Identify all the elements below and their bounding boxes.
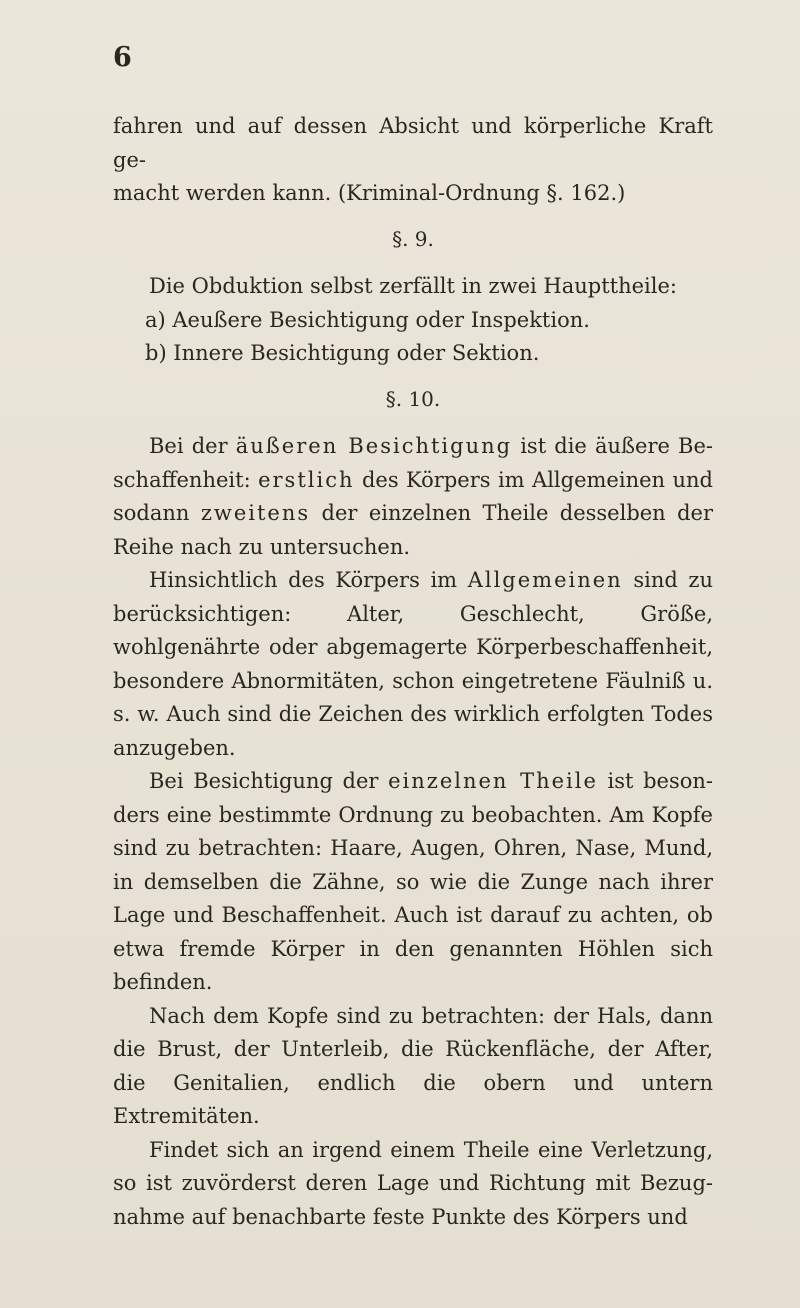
list-item-a: a) Aeußere Besichtigung oder Inspektion. [145, 307, 590, 332]
paragraph-verletzung: Findet sich an irgend einem Theile eine Verletzung, so ist zuvörderst deren Lage und Richtung mit Bezug-nahme auf benachbarte feste Punkte des Körpers und [113, 1137, 713, 1229]
emphasis-text: äußeren Besichtigung [235, 434, 513, 458]
emphasis-text: Allgemeinen [467, 568, 623, 592]
list-item-b: b) Innere Besichtigung oder Sektion. [145, 341, 540, 365]
page-number: 6 [113, 42, 132, 73]
emphasis-text: zweitens [200, 501, 311, 525]
emphasis-text: einzelnen Theile [388, 769, 598, 793]
paragraph-obduktion: Die Obduktion selbst zerfällt in zwei Haupttheile: [149, 274, 677, 298]
paragraph-aeussere-besichtigung [113, 430, 713, 564]
paragraph-continuation [113, 110, 713, 211]
line-1: fahren und auf dessen Absicht und körperliche Kraft ge- [113, 114, 713, 172]
text-run: Hinsichtlich des Körpers im [149, 568, 468, 592]
section-heading-10: §. 10. [385, 386, 441, 411]
paragraph-allgemeinen [113, 564, 713, 765]
text-run: des Körpers im Allgemeinen und sodann [113, 467, 713, 525]
text-run: ist die äußere Be-schaffenheit: [113, 434, 713, 492]
paragraph-nach-dem-kopfe: Nach dem Kopfe sind zu betrachten: der Hals, dann die Brust, der Unterleib, die Rückenfläche, der After, die Genitalien, endlich die obern und untern Extremitäten. [113, 1003, 713, 1128]
page-body [113, 110, 713, 1234]
emphasis-text: erstlich [258, 467, 355, 492]
text-run: ist beson-ders eine bestimmte Ordnung zu beobachten. Am Kopfe sind zu betrachten: Haare, Augen, Ohren, Nase, Mund, in demselben die Zähne, so wie die Zunge nach ihrer Lage und Beschaffenheit. Auch ist darauf zu achten, ob etwa fremde Körper in den genannten Höhlen sich befinden. [113, 769, 713, 994]
text-run: der einzelnen Theile desselben der Reihe nach zu untersuchen. [113, 501, 713, 559]
line-2: macht werden kann. (Kriminal-Ordnung §. 162.) [113, 181, 626, 205]
section-heading-9: §. 9. [392, 226, 434, 251]
paragraph-einzelne-theile [113, 765, 713, 1000]
text-run: sind zu berücksichtigen: Alter, Geschlecht, Größe, wohlgenährte oder abgemagerte Körperbeschaffenheit, besondere Abnormitäten, schon eingetretene Fäulniß u. s. w. Auch sind die Zeichen des wirklich erfolgten Todes anzugeben. [113, 568, 713, 760]
text-run: Bei Besichtigung der [149, 769, 389, 793]
text-run: Bei der [149, 434, 236, 458]
